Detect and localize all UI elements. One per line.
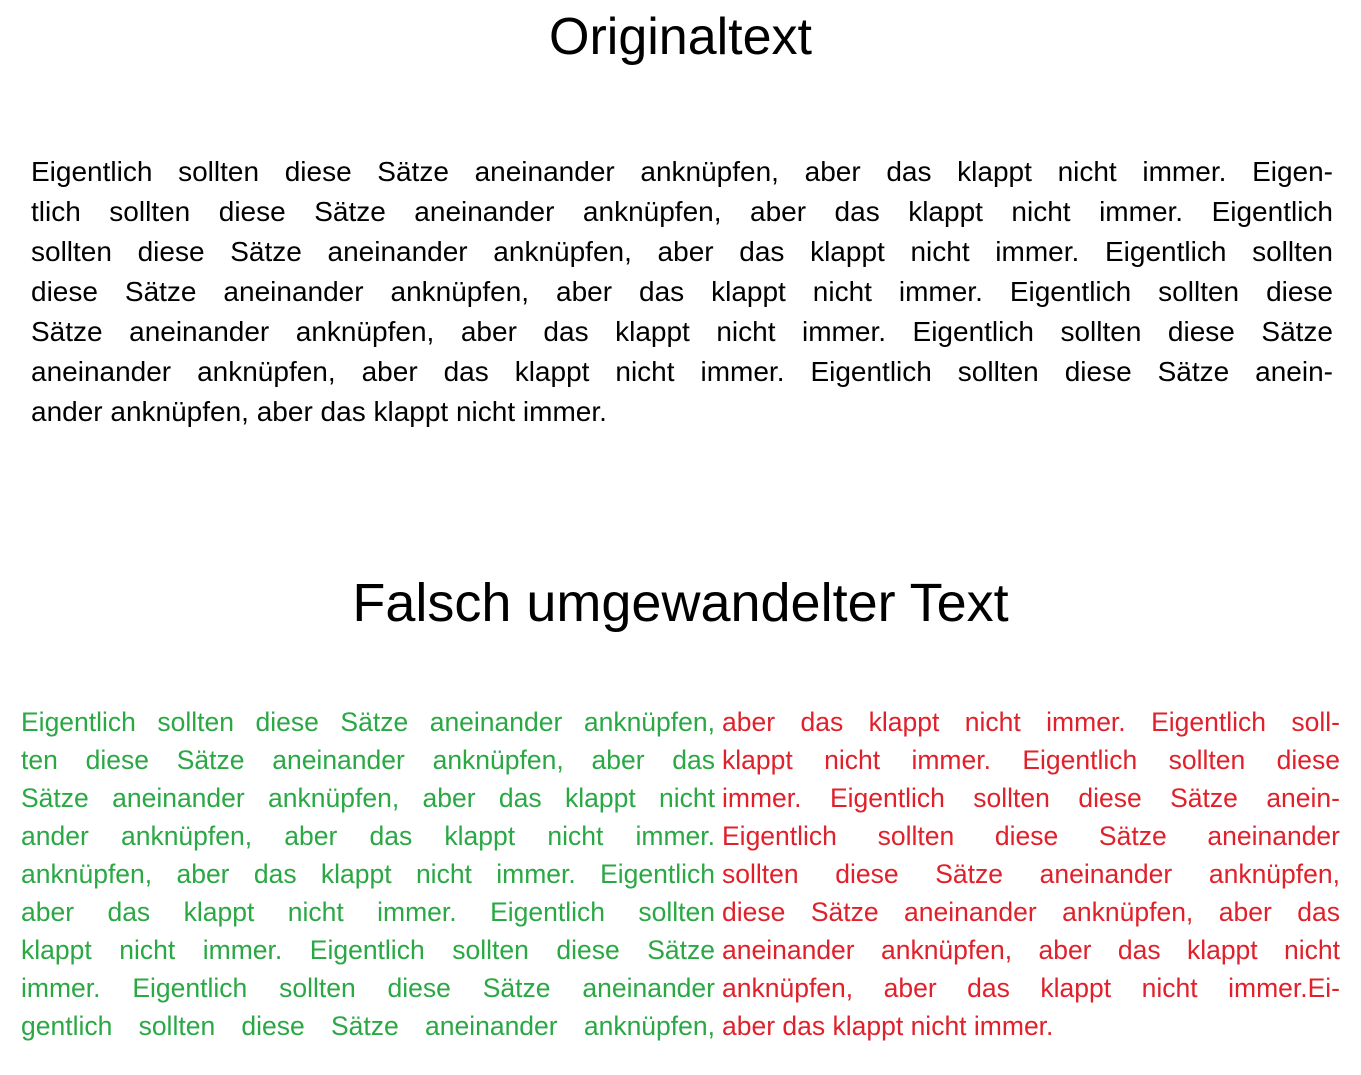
right-column-line: immer. Eigentlich sollten diese Sätze anein- [722,783,1340,813]
right-column-line: klappt nicht immer. Eigentlich sollten diese [722,745,1340,775]
left-column-line: klappt nicht immer. Eigentlich sollten diese Sätze [21,935,715,965]
original-line: tlich sollten diese Sätze aneinander anknüpfen, aber das klappt nicht immer. Eigentlich [31,196,1333,227]
left-column-line: Sätze aneinander anknüpfen, aber das klappt nicht [21,783,715,813]
left-column-line: ten diese Sätze aneinander anknüpfen, aber das [21,745,715,775]
right-column-line: aneinander anknüpfen, aber das klappt nicht [722,935,1340,965]
left-column-line: immer. Eigentlich sollten diese Sätze aneinander [21,973,715,1003]
right-column-line: diese Sätze aneinander anknüpfen, aber das [722,897,1340,927]
original-line: aneinander anknüpfen, aber das klappt nicht immer. Eigentlich sollten diese Sätze anein- [31,356,1333,387]
original-line: diese Sätze aneinander anknüpfen, aber das klappt nicht immer. Eigentlich sollten diese [31,276,1333,307]
wrong-text-left-column [21,703,715,1045]
original-line: Eigentlich sollten diese Sätze aneinander anknüpfen, aber das klappt nicht immer. Eigen- [31,156,1333,187]
right-column-line: anknüpfen, aber das klappt nicht immer.Ei- [722,973,1340,1003]
left-column-line: Eigentlich sollten diese Sätze aneinander anknüpfen, [21,707,715,737]
original-line: ander anknüpfen, aber das klappt nicht immer. [31,396,607,427]
right-column-line: Eigentlich sollten diese Sätze aneinander [722,821,1340,851]
original-line: Sätze aneinander anknüpfen, aber das klappt nicht immer. Eigentlich sollten diese Sätze [31,316,1333,347]
original-line: sollten diese Sätze aneinander anknüpfen, aber das klappt nicht immer. Eigentlich sollten [31,236,1333,267]
right-column-line: sollten diese Sätze aneinander anknüpfen, [722,859,1340,889]
right-column-line: aber das klappt nicht immer. [722,1011,1054,1041]
right-column-line: aber das klappt nicht immer. Eigentlich soll- [722,707,1340,737]
left-column-line: aber das klappt nicht immer. Eigentlich sollten [21,897,715,927]
wrong-text-right-column [722,703,1340,1045]
original-paragraph [31,152,1333,432]
original-text-heading: Originaltext [549,8,812,66]
left-column-line: gentlich sollten diese Sätze aneinander anknüpfen, [21,1011,715,1041]
left-column-line: ander anknüpfen, aber das klappt nicht immer. [21,821,715,851]
wrong-text-heading: Falsch umgewandelter Text [352,573,1009,633]
left-column-line: anknüpfen, aber das klappt nicht immer. Eigentlich [21,859,715,889]
